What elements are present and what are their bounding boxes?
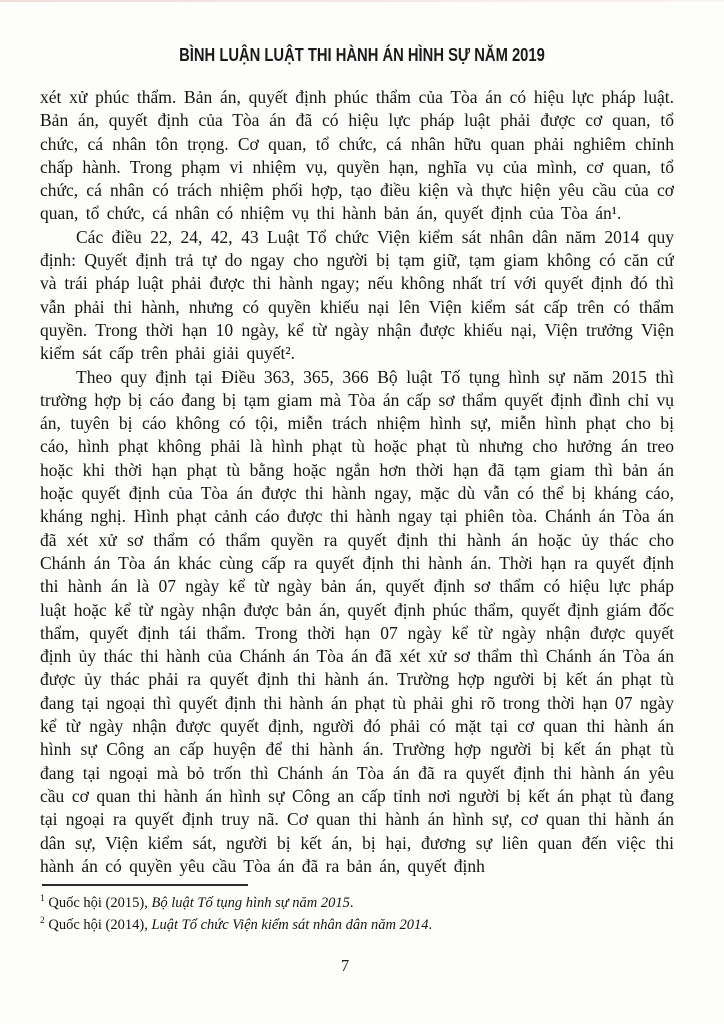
footnote-1 [40,893,684,915]
running-header [0,45,724,65]
footnote-1-marker: 1 [40,894,45,905]
footnote-2 [40,915,684,937]
page-number: 7 [340,956,350,975]
footnotes [40,884,684,936]
footnote-2-text: Quốc hội (2014), [44,916,152,933]
paragraph-2: Các điều 22, 24, 42, 43 Luật Tổ chức Viện kiểm sát nhân dân năm 2014 quy định: Quyết định trả tự do ngay cho người bị tạm giữ, tạm giam không có căn cứ và trái pháp luật phải được thi hành ngay; nếu không nhất trí với quyết định đó thì vẫn phải thi hành, nhưng có quyền khiếu nại lên Viện kiểm sát cấp trên có thẩm quyền. Trong thời hạn 10 ngày, kể từ ngày nhận được khiếu nại, Viện trưởng Viện kiểm sát cấp trên phải giải quyết². [40,226,674,364]
footnote-1-suffix: . [349,895,354,911]
book-title: BÌNH LUẬN LUẬT THI HÀNH ÁN HÌNH SỰ NĂM 2019 [179,45,545,65]
body-text [40,86,674,884]
footnote-1-title: Bộ luật Tố tụng hình sự năm 2015 [151,895,350,911]
footnote-1-text: Quốc hội (2015), [44,895,152,911]
paragraph-1: xét xử phúc thẩm. Bản án, quyết định phúc thẩm của Tòa án có hiệu lực pháp luật. Bản án, quyết định của Tòa án đã có hiệu lực pháp luật phải được cơ quan, tổ chức, cá nhân tôn trọng. Cơ quan, tổ chức, cá nhân hữu quan phải nghiêm chỉnh chấp hành. Trong phạm vi nhiệm vụ, quyền hạn, nghĩa vụ của mình, cơ quan, tổ chức, cá nhân có trách nhiệm phối hợp, tạo điều kiện và thực hiện yêu cầu của cơ quan, tổ chức, cá nhân có nhiệm vụ thi hành bản án, quyết định của Tòa án¹. [40,87,674,224]
paragraph-3: Theo quy định tại Điều 363, 365, 366 Bộ luật Tố tụng hình sự năm 2015 thì trường hợp bị cáo đang bị tạm giam mà Tòa án cấp sơ thẩm quyết định đình chỉ vụ án, tuyên bị cáo không có tội, miễn trách nhiệm hình sự, miễn hình phạt cho bị cáo, hình phạt không phải là hình phạt tù hoặc phạt tù nhưng cho hưởng án treo hoặc khi thời hạn phạt tù bằng hoặc ngắn hơn thời hạn đã tạm giam thì bản án hoặc quyết định của Tòa án được thi hành ngay, mặc dù vẫn có thể bị kháng cáo, kháng nghị. Hình phạt cảnh cáo được thi hành ngay tại phiên tòa. Chánh án Tòa án đã xét xử sơ thẩm có thẩm quyền ra quyết định thi hành án hoặc ủy thác cho Chánh án Tòa án khác cùng cấp ra quyết định thi hành án. Thời hạn ra quyết định thi hành án là 07 ngày kể từ ngày bản án, quyết định sơ thẩm có hiệu lực pháp luật hoặc kể từ ngày nhận được bản án, quyết định phúc thẩm, quyết định giám đốc thẩm, quyết định tái thẩm. Trong thời hạn 07 ngày kể từ ngày nhận được quyết định ủy thác thi hành của Chánh án Tòa án đã xét xử sơ thẩm thì Chánh án Tòa án được ủy thác phải ra quyết định thi hành án. Trường hợp người bị kết án phạt tù đang tại ngoại thì quyết định thi hành án phạt tù phải ghi rõ trong thời hạn 07 ngày kể từ ngày nhận được quyết định, người đó phải có mặt tại cơ quan thi hành án hình sự Công an cấp huyện để thi hành án. Trường hợp người bị kết án phạt tù đang tại ngoại mà bỏ trốn thì Chánh án Tòa án đã ra quyết định thi hành án yêu cầu cơ quan thi hành án hình sự Công an cấp tỉnh nơi người bị kết án phạt tù đang tại ngoại ra quyết định truy nã. Cơ quan thi hành án hình sự, cơ quan thi hành án dân sự, Viện kiểm sát, người bị kết án, bị hại, đương sự liên quan đến việc thi hành án có quyền yêu cầu Tòa án đã ra bản án, quyết định [40,366,674,876]
footnote-2-title: Luật Tổ chức Viện kiểm sát nhân dân năm 2014 [151,916,429,933]
footnote-2-marker: 2 [40,915,45,926]
footnote-2-suffix: . [428,916,433,933]
footnote-separator [42,884,248,886]
scan-edge-artifact [0,0,724,2]
